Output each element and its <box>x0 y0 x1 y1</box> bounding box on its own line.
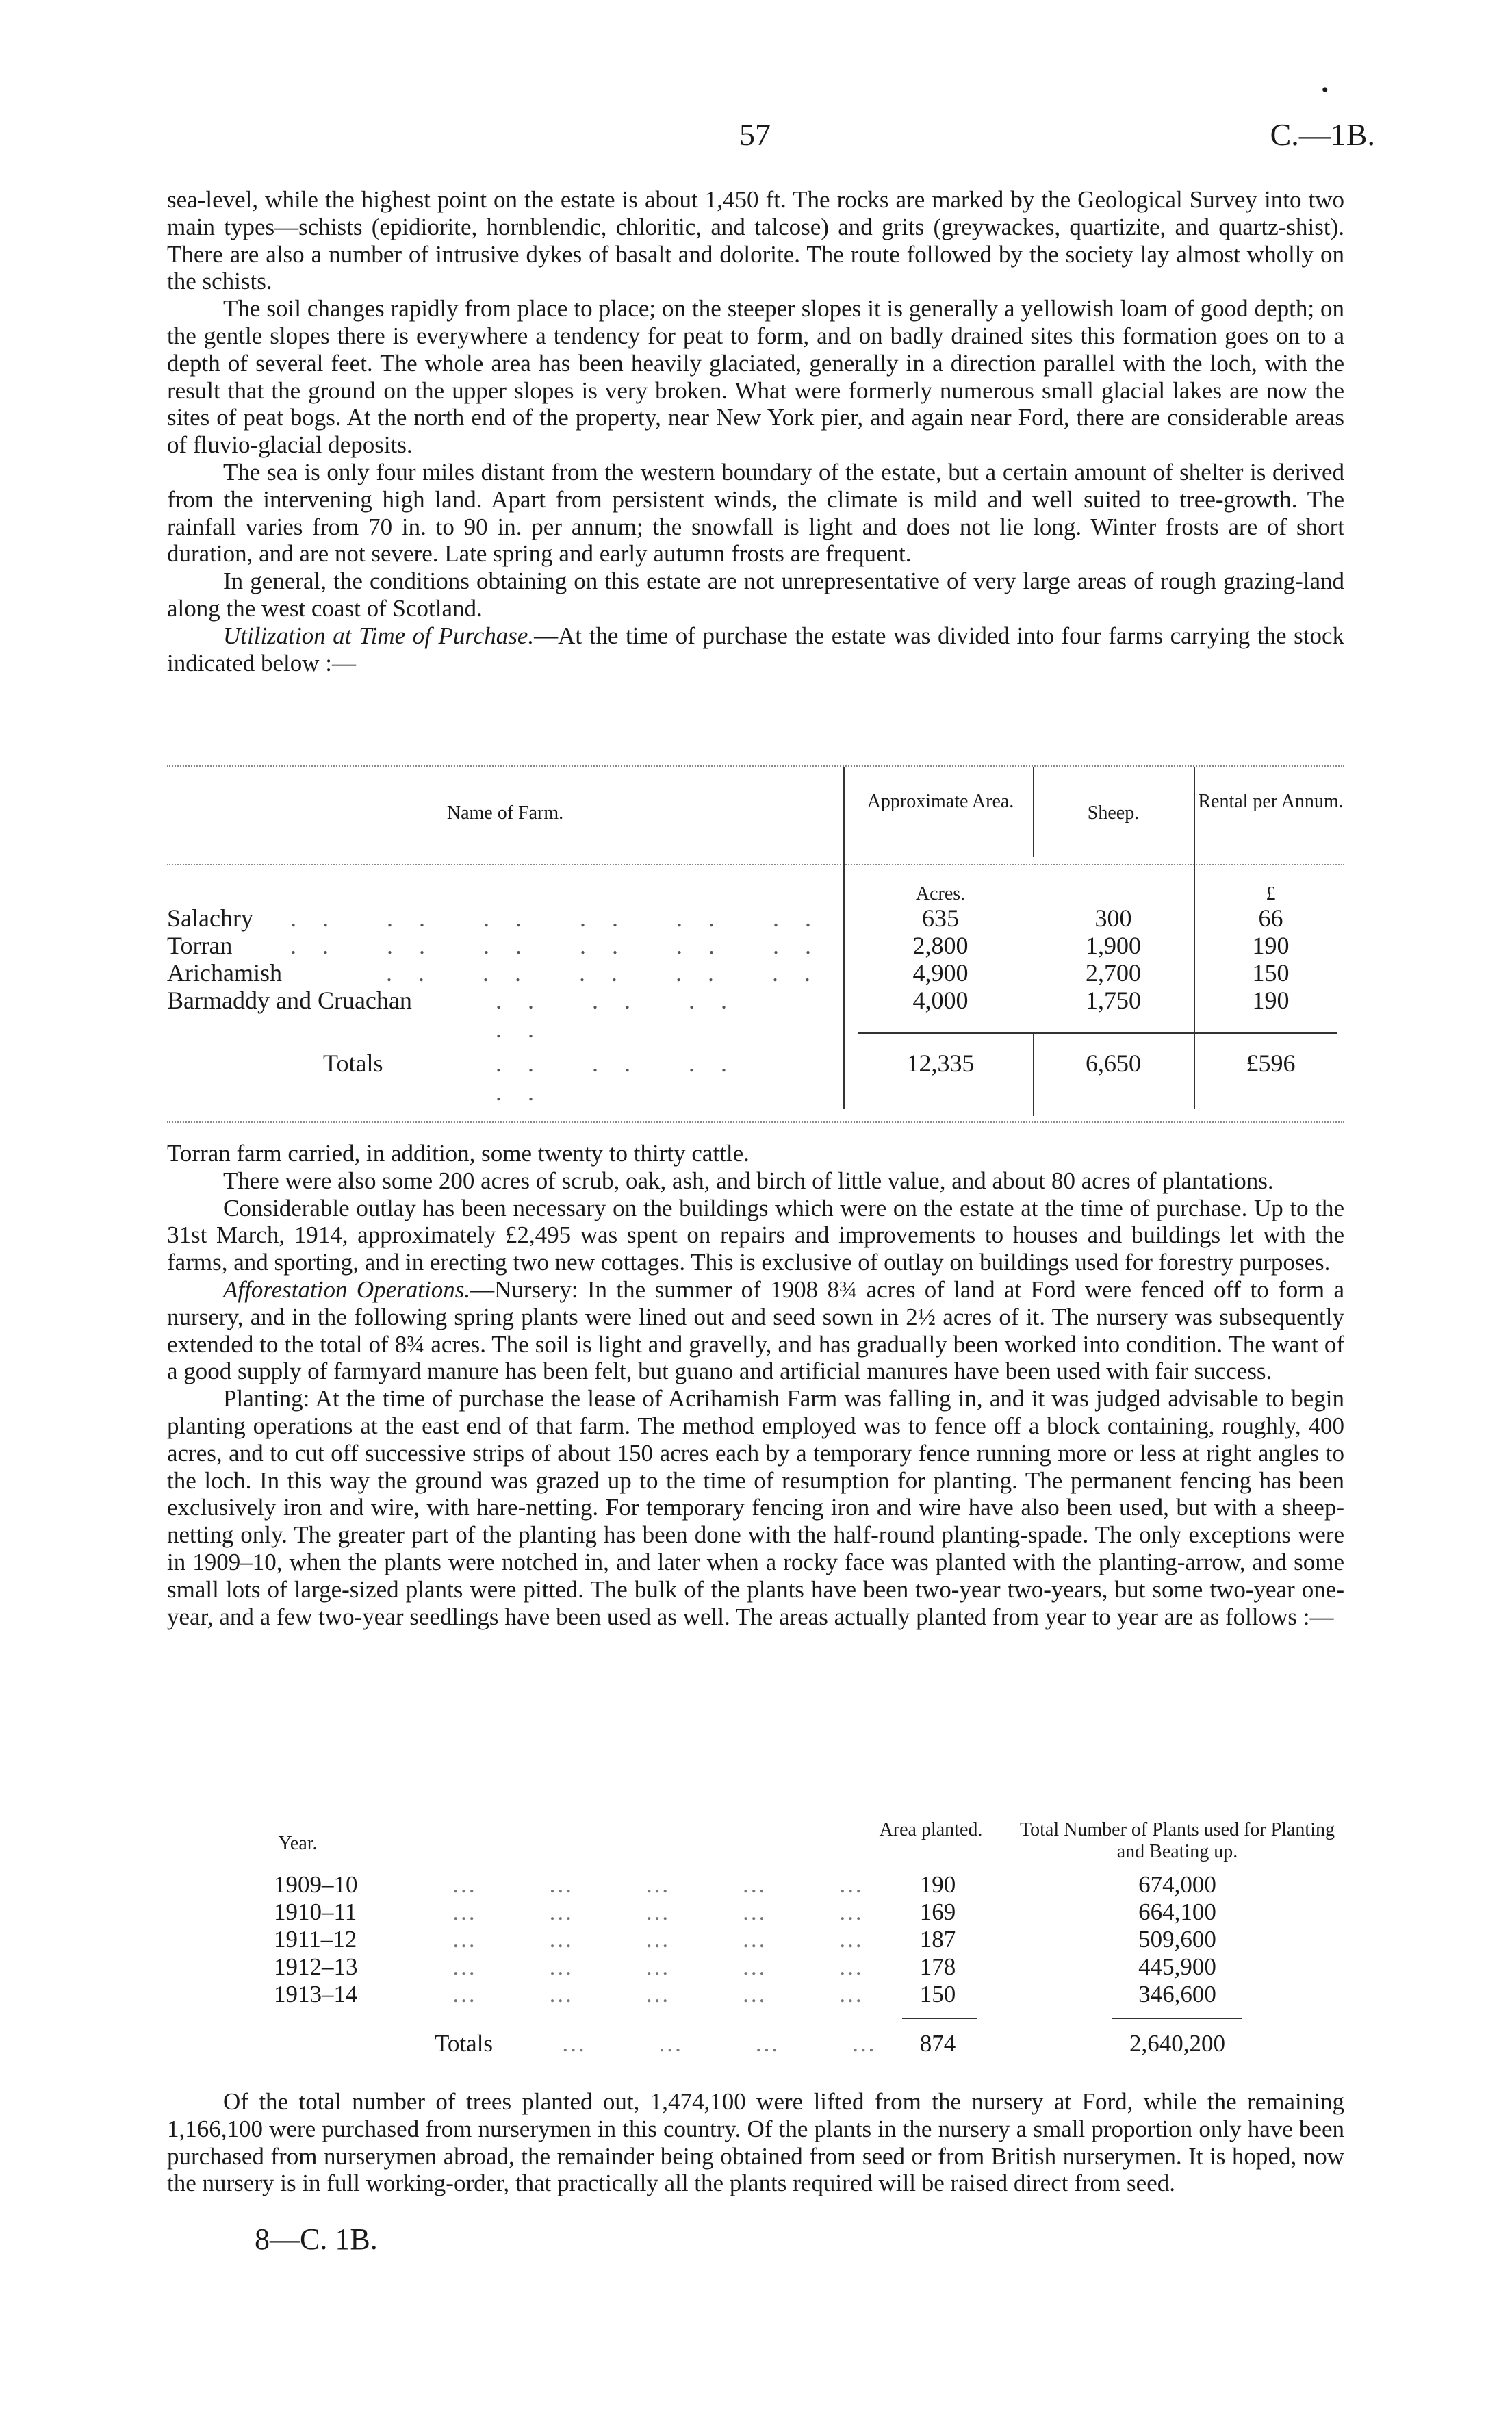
farm-area: 2,800 <box>912 932 969 959</box>
leader-dots: … … … … … <box>452 1981 876 2007</box>
header-rental: Rental per Annum. <box>1198 791 1344 812</box>
leader-dots: … … … … … <box>452 1926 876 1953</box>
leader-dots: … … … … … <box>452 1871 876 1898</box>
signature-footer: 8—C. 1B. <box>255 2222 378 2256</box>
planting-plants: 664,100 <box>1138 1899 1216 1925</box>
table-bottom-rule <box>167 1121 1344 1123</box>
planting-area: 169 <box>919 1899 956 1925</box>
planting-year: 1910–11 <box>274 1899 357 1925</box>
farm-area: 4,900 <box>912 959 969 987</box>
unit-pounds: £ <box>1266 883 1276 904</box>
afforestation-heading: Afforestation Operations. <box>223 1276 471 1303</box>
column-divider <box>1194 767 1195 1109</box>
farm-rental: 150 <box>1252 959 1290 987</box>
leader-dots: .. .. .. .. <box>496 987 753 1043</box>
header-name: Name of Farm. <box>446 802 564 824</box>
header-year: Year. <box>278 1833 318 1854</box>
farm-rental: 190 <box>1252 987 1290 1014</box>
farm-name: Torran <box>167 932 233 959</box>
totals-rental: £596 <box>1246 1050 1296 1077</box>
utilization-text: —At the time of purchase the estate was divided into four farms carrying the stock indicated below :— <box>167 622 1344 676</box>
paragraph-outlay: Considerable outlay has been necessary on the buildings which were on the estate at the time of purchase. Up to the 31st March, 1914, approximately £2,495 was spent on repairs and improvements to houses and buildings let with the farms, and sporting, and in erecting two new cottages. This is exclusive of outlay on buildings used for forestry purposes. <box>167 1194 1344 1276</box>
planting-totals-label: Totals <box>435 2030 494 2057</box>
column-divider <box>1033 767 1034 857</box>
paragraph-nursery-source: Of the total number of trees planted out, 1,474,100 were lifted from the nursery at Ford, while the remaining 1,166,100 were purchased from nurserymen in this country. Of the plants in the nursery a small proportion only have been purchased from nurserymen abroad, the remainder being obtained from seed or from British nurserymen. It is hoped, now the nursery is in full working-order, that practically all the plants required will be raised direct from seed. <box>167 2088 1344 2197</box>
planting-plants: 674,000 <box>1138 1871 1216 1898</box>
totals-area: 12,335 <box>906 1050 975 1077</box>
table-top-rule <box>167 765 1344 767</box>
farm-area: 4,000 <box>912 987 969 1014</box>
farm-name: Salachry <box>167 904 253 932</box>
planting-year: 1913–14 <box>274 1981 358 2007</box>
planting-totals-plants: 2,640,200 <box>1129 2030 1225 2057</box>
leader-dots: .. .. .. .. <box>496 1050 753 1106</box>
farm-rental: 66 <box>1258 904 1283 932</box>
planting-year: 1912–13 <box>274 1953 358 1980</box>
body-text-bottom <box>167 2088 1344 2197</box>
column-divider <box>843 767 845 1109</box>
farm-area: 635 <box>922 904 959 932</box>
area-total-rule <box>902 2018 977 2019</box>
farm-name: Arichamish <box>167 959 282 987</box>
paragraph-scrub: There were also some 200 acres of scrub, oak, ash, and birch of little value, and about 80 acres of plantations. <box>223 1167 1274 1194</box>
farm-sheep: 300 <box>1094 904 1132 932</box>
header-area: Approximate Area. <box>867 791 1014 812</box>
planting-totals-area: 874 <box>919 2030 956 2057</box>
body-text-top <box>167 186 1344 676</box>
totals-rule <box>858 1032 1337 1034</box>
planting-plants: 509,600 <box>1138 1926 1216 1953</box>
farm-table <box>167 760 1344 1130</box>
leader-dots: .. .. .. .. .. .. <box>290 932 837 959</box>
planting-area: 190 <box>919 1871 956 1898</box>
farm-sheep: 1,750 <box>1086 987 1141 1014</box>
margin-mark: • <box>1321 79 1329 101</box>
paragraph-planting: Planting: At the time of purchase the lease of Acrihamish Farm was falling in, and it was judged advisable to begin planting operations at the east end of that farm. The method employed was to fence off a block containing, roughly, 400 acres, and to cut off successive strips of about 150 acres each by a temporary fence running more or less at right angles to the loch. In this way the ground was grazed up to the time of resumption for planting. The permanent fencing has been exclusively iron and wire, with hare-netting. For temporary fencing iron and wire have also been used, but with a sheep-netting only. The greater part of the planting has been done with the half-round planting-spade. The only exceptions were in 1909–10, when the plants were notched in, and later when a rocky face was planted with the planting-arrow, and some small lots of large-sized plants were pitted. The bulk of the plants have been two-year two-years, but some two-year one-year, and a few two-year seedlings have been used as well. The areas actually planted from year to year are as follows :— <box>167 1385 1344 1630</box>
unit-acres: Acres. <box>915 883 966 904</box>
planting-plants: 445,900 <box>1138 1953 1216 1980</box>
column-divider <box>1033 1034 1034 1116</box>
planting-area: 178 <box>919 1953 956 1980</box>
header-sheep: Sheep. <box>1087 802 1140 824</box>
utilization-heading: Utilization at Time of Purchase. <box>223 622 535 649</box>
paragraph-climate: The sea is only four miles distant from the western boundary of the estate, but a certain amount of shelter is derived from the intervening high land. Apart from persistent winds, the climate is mild and well suited to tree-growth. The rainfall varies from 70 in. to 90 in. per annum; the snowfall is light and does not lie long. Winter frosts are of short duration, and are not severe. Late spring and early autumn frosts are frequent. <box>167 458 1344 568</box>
paragraph-general: In general, the conditions obtaining on this estate are not unrepresentative of very large areas of rough grazing-land along the west coast of Scotland. <box>167 568 1344 622</box>
leader-dots: … … … … … <box>452 1953 876 1980</box>
paragraph-afforestation <box>167 1276 1344 1385</box>
totals-sheep: 6,650 <box>1086 1050 1141 1077</box>
afforestation-text: —Nursery: In the summer of 1908 8¾ acres of land at Ford were fenced off to form a nursery, and in the following spring plants were lined out and seed sown in 2½ acres of it. The nursery was subsequently extended to the total of 8¾ acres. The soil is light and gravelly, and has gradually been worked into condition. The want of a good supply of farmyard manure has been felt, but guano and artificial manures have been used with fair success. <box>167 1276 1344 1385</box>
totals-label: Totals <box>323 1050 383 1077</box>
paragraph-utilization <box>167 622 1344 677</box>
leader-dots: … … … … <box>561 2030 889 2057</box>
planting-area: 150 <box>919 1981 956 2007</box>
leader-dots: .. .. .. .. .. .. <box>290 904 837 932</box>
paragraph-geology: sea-level, while the highest point on the estate is about 1,450 ft. The rocks are marked by the Geological Survey into two main types—schists (epidiorite, hornblendic, chloritic, and talcose) and grits (greywackes, quartizite, and quartz-shist). There are also a number of intrusive dykes of basalt and dolorite. The route followed by the society lay almost wholly on the schists. <box>167 186 1344 295</box>
leader-dots: .. .. .. .. .. <box>386 959 836 987</box>
planting-plants: 346,600 <box>1138 1981 1216 2007</box>
planting-year: 1909–10 <box>274 1871 358 1898</box>
farm-rental: 190 <box>1252 932 1290 959</box>
plants-total-rule <box>1112 2018 1242 2019</box>
farm-sheep: 2,700 <box>1086 959 1141 987</box>
farm-sheep: 1,900 <box>1086 932 1141 959</box>
page-number: 57 <box>739 117 771 152</box>
header-area-planted: Area planted. <box>879 1819 983 1840</box>
table-header-rule <box>167 864 1344 865</box>
planting-table <box>260 1818 1355 2071</box>
planting-year: 1911–12 <box>274 1926 357 1953</box>
header-total-plants: Total Number of Plants used for Planting and Beating up. <box>1020 1819 1335 1862</box>
farm-name: Barmaddy and Cruachan <box>167 987 412 1014</box>
leader-dots: … … … … … <box>452 1899 876 1925</box>
body-text-middle <box>167 1140 1344 1630</box>
paragraph-cattle: Torran farm carried, in addition, some twenty to thirty cattle. <box>167 1140 749 1167</box>
document-reference: C.—1B. <box>1270 117 1375 152</box>
paragraph-soil: The soil changes rapidly from place to place; on the steeper slopes it is generally a yellowish loam of good depth; on the gentle slopes there is everywhere a tendency for peat to form, and on badly drained sites this formation goes on to a depth of several feet. The whole area has been heavily glaciated, generally in a direction parallel with the loch, with the result that the ground on the upper slopes is very broken. What were formerly numerous small glacial lakes are now the sites of peat bogs. At the north end of the property, near New York pier, and again near Ford, there are considerable areas of fluvio-glacial deposits. <box>167 295 1344 459</box>
planting-area: 187 <box>919 1926 956 1953</box>
